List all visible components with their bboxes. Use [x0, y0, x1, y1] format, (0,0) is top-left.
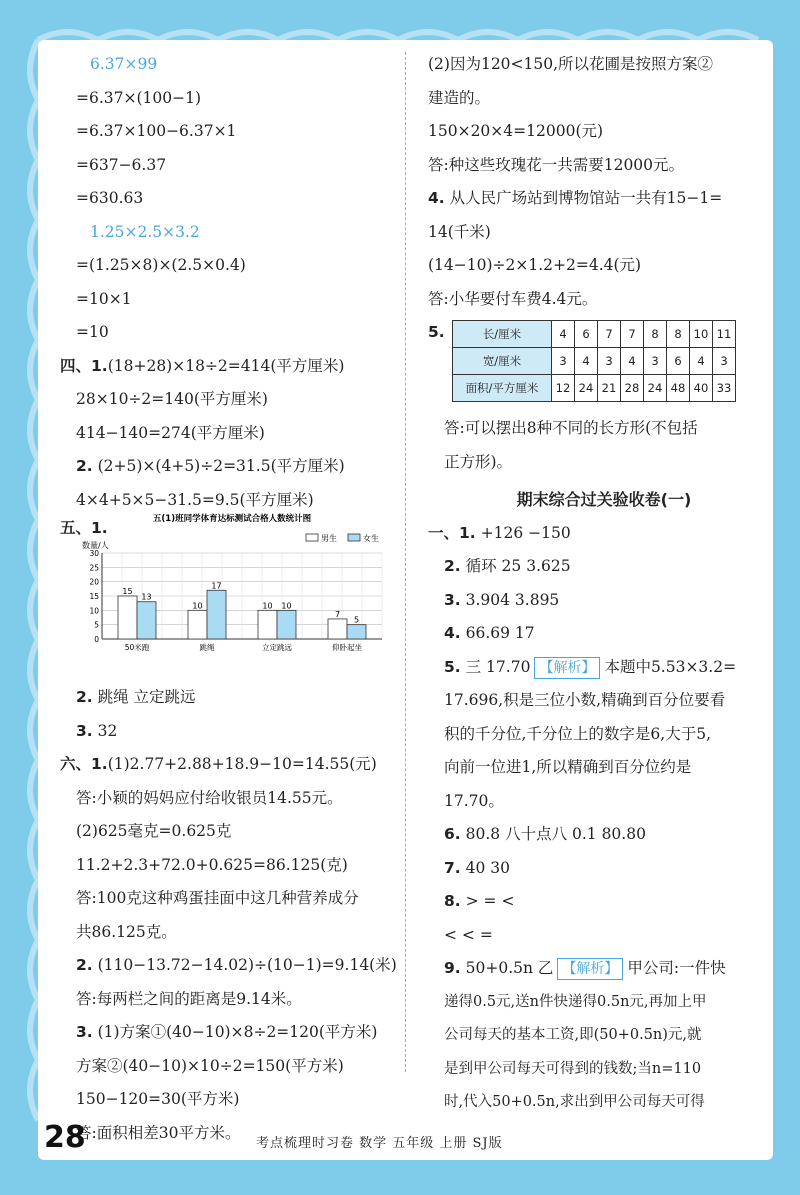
legend-swatch	[348, 534, 360, 541]
answer-text: 32	[97, 721, 118, 740]
question-number: 5.	[428, 323, 445, 341]
answer-line: 答:小华要付车费4.4元。	[428, 289, 598, 308]
answer-text: 40 30	[465, 858, 510, 877]
answer-line: 正方形)。	[444, 452, 513, 471]
answer-line: 4×4+5×5−31.5=9.5(平方厘米)	[76, 490, 314, 509]
table-cell: 3	[644, 348, 667, 375]
table-cell: 24	[644, 375, 667, 402]
answer-line	[60, 715, 420, 749]
question-number: 1.	[91, 356, 108, 375]
answer-line: 建造的。	[428, 88, 491, 107]
expr-line: =10×1	[76, 289, 132, 308]
answer-line: 答:可以摆出8种不同的长方形(不包括	[444, 419, 698, 437]
x-tick-label: 50米跑	[124, 643, 150, 652]
answer-line: 17.696,积是三位小数,精确到百分位要看	[444, 691, 726, 709]
table-header-cell: 面积/平方厘米	[453, 375, 552, 402]
legend-label: 男生	[321, 534, 337, 543]
answer-line	[428, 952, 780, 986]
expr-line: 6.37×99	[90, 55, 158, 73]
page-number: 28	[44, 1120, 86, 1155]
footer-text: 考点梳理时习卷 数学 五年级 上册 SJ版	[256, 1136, 503, 1151]
answer-text: (18+28)×18÷2=414(平方厘米)	[107, 356, 345, 375]
chart-ylabel: 数量/人	[82, 541, 109, 550]
answer-page	[38, 40, 773, 1160]
answer-line	[428, 852, 780, 886]
analysis-tag: 【 解析 】	[534, 657, 600, 679]
table-cell: 4	[621, 348, 644, 375]
answer-line: 向前一位进1,所以精确到百分位约是	[444, 758, 692, 776]
answer-text: (110−13.72−14.02)÷(10−1)=9.14(米)	[97, 956, 397, 974]
x-tick-label: 仰卧起坐	[332, 643, 362, 652]
section-label: 六、	[60, 755, 92, 773]
bar	[347, 625, 366, 639]
bar-value-label: 17	[211, 581, 222, 591]
question-number: 1.	[91, 755, 108, 773]
answer-text: 从人民广场站到博物馆站一共有15−1=	[449, 189, 723, 207]
section-label: 五、	[60, 519, 92, 537]
y-tick-label: 5	[94, 620, 99, 630]
answer-text: 3.904 3.895	[465, 590, 560, 609]
table-row	[453, 375, 736, 402]
answer-line: 时,代入50+0.5n,求出到甲公司每天可得	[444, 1094, 705, 1110]
legend-swatch	[306, 534, 318, 541]
x-tick-label: 跳绳	[199, 643, 215, 652]
question-number: 1.	[91, 519, 108, 537]
table-header-cell: 宽/厘米	[453, 348, 552, 375]
answer-line: 积的千分位,千分位上的数字是6,大于5,	[444, 724, 712, 743]
answer-line: 150−120=30(平方米)	[76, 1090, 240, 1108]
question-number: 2.	[76, 688, 93, 706]
question-number: 6.	[444, 825, 461, 843]
table-cell: 28	[621, 375, 644, 402]
question-number: 9.	[444, 959, 461, 977]
answer-text: (1)方案①(40−10)×8÷2=120(平方米)	[97, 1023, 378, 1041]
table-cell: 3	[713, 348, 736, 375]
answer-line: 答:每两栏之间的距离是9.14米。	[76, 989, 302, 1008]
answer-text: 80.8 八十点八 0.1 80.80	[465, 825, 646, 843]
answer-line	[60, 949, 420, 983]
answer-text: 甲公司:一件快	[627, 959, 726, 977]
y-tick-label: 25	[89, 563, 99, 573]
table-cell: 40	[690, 375, 713, 402]
table-cell: 7	[621, 321, 644, 348]
bar	[118, 596, 137, 639]
expr-line: =6.37×(100−1)	[76, 88, 202, 107]
answer-line: 是到甲公司每天可得到的钱数;当n=110	[444, 1060, 702, 1077]
bar-value-label: 10	[281, 601, 292, 611]
expr-line: =6.37×100−6.37×1	[76, 122, 237, 140]
answer-text: 跳绳 立定跳远	[97, 688, 196, 706]
chart-title: 五(1)班同学体育达标测试合格人数统计图	[152, 514, 312, 524]
question-number: 1.	[459, 523, 476, 542]
table-cell: 12	[552, 375, 575, 402]
y-tick-label: 0	[94, 635, 99, 644]
bar-value-label: 7	[334, 609, 341, 619]
answer-text: (1)2.77+2.88+18.9−10=14.55(元)	[107, 755, 377, 773]
answer-line: (2)625毫克=0.625克	[76, 822, 232, 840]
legend-label: 女生	[363, 534, 379, 543]
y-tick-label: 20	[89, 577, 99, 587]
table-cell: 48	[667, 375, 690, 402]
answer-line: 150×20×4=12000(元)	[428, 122, 604, 140]
table-cell: 8	[644, 321, 667, 348]
expr-line: =(1.25×8)×(2.5×0.4)	[76, 256, 246, 274]
bar-value-label: 10	[192, 601, 203, 611]
left-column	[38, 48, 420, 1150]
answer-line	[60, 681, 420, 715]
answer-line: 共86.125克。	[76, 922, 177, 941]
answer-line: (2)因为120<150,所以花圃是按照方案②	[428, 55, 714, 73]
exam-title: 期末综合过关验收卷(一)	[516, 490, 692, 509]
question-number: 3.	[76, 721, 93, 740]
answer-line	[60, 350, 420, 384]
bar	[188, 610, 207, 639]
answer-line: 答:种这些玫瑰花一共需要12000元。	[428, 155, 685, 174]
answer-line	[428, 584, 780, 618]
table-cell: 3	[598, 348, 621, 375]
table-cell: 11	[713, 321, 736, 348]
bar	[277, 610, 296, 639]
table-cell: 33	[713, 375, 736, 402]
answer-line: (14−10)÷2×1.2+2=4.4(元)	[428, 256, 642, 274]
answer-line: 公司每天的基本工资,即(50+0.5n)元,就	[444, 1027, 702, 1043]
section-label: 一、	[428, 523, 460, 542]
table-cell: 4	[575, 348, 598, 375]
answer-line: 方案②(40−10)×10÷2=150(平方米)	[76, 1056, 344, 1075]
answer-text: 三 17.70	[465, 657, 531, 676]
y-tick-label: 15	[89, 592, 99, 601]
table-row	[453, 348, 736, 375]
answer-line	[428, 651, 780, 685]
answer-line	[428, 182, 780, 216]
question-number: 7.	[444, 858, 461, 877]
question-number: 4.	[444, 624, 461, 642]
bar-chart-svg	[72, 511, 392, 653]
table-cell: 7	[598, 321, 621, 348]
y-tick-label: 30	[89, 549, 99, 558]
question-number: 4.	[428, 189, 445, 207]
bar-chart	[60, 514, 420, 681]
y-tick-label: 10	[89, 606, 99, 616]
answer-line: 414−140=274(平方厘米)	[76, 423, 265, 442]
rectangle-table-block	[428, 320, 780, 412]
question-number: 2.	[444, 557, 461, 575]
table-cell: 3	[552, 348, 575, 375]
expr-line: =630.63	[76, 189, 144, 207]
bar	[207, 590, 226, 639]
answer-line: 递得0.5元,送n件快递得0.5n元,再加上甲	[444, 993, 707, 1010]
answer-line: 28×10÷2=140(平方厘米)	[76, 390, 268, 408]
answer-text: > = <	[465, 892, 515, 910]
answer-line	[428, 617, 780, 651]
x-tick-label: 立定跳远	[262, 643, 292, 652]
answer-text: 50+0.5n 乙	[465, 959, 554, 977]
answer-line	[60, 450, 420, 484]
expr-line: =10	[76, 323, 109, 341]
answer-line: 14(千米)	[428, 222, 491, 241]
section-label: 四、	[60, 356, 92, 375]
bar-value-label: 15	[122, 587, 133, 596]
page-footer	[38, 1120, 773, 1160]
bar-value-label: 13	[141, 592, 152, 602]
answer-line: < < =	[444, 925, 493, 944]
rectangle-table	[452, 320, 736, 402]
answer-line: 答:小颖的妈妈应付给收银员14.55元。	[76, 788, 343, 807]
answer-text: 66.69 17	[465, 624, 535, 642]
table-cell: 6	[575, 321, 598, 348]
question-number: 8.	[444, 892, 461, 910]
answer-text: (2+5)×(4+5)÷2=31.5(平方厘米)	[97, 457, 345, 475]
answer-line	[428, 885, 780, 919]
table-header-cell: 长/厘米	[453, 321, 552, 348]
table-cell: 10	[690, 321, 713, 348]
question-number: 2.	[76, 457, 93, 475]
answer-line	[60, 1016, 420, 1050]
table-cell: 24	[575, 375, 598, 402]
question-number: 3.	[76, 1023, 93, 1041]
answer-line: 答:100克这种鸡蛋挂面中这几种营养成分	[76, 889, 359, 907]
table-row	[453, 321, 736, 348]
table-cell: 21	[598, 375, 621, 402]
bar	[137, 602, 156, 639]
expr-line: =637−6.37	[76, 155, 167, 174]
right-column	[416, 48, 780, 1120]
bar-value-label: 5	[353, 615, 360, 625]
expr-line: 1.25×2.5×3.2	[90, 222, 200, 241]
answer-line	[428, 818, 780, 852]
answer-line: 答:面积相差30平方米。	[76, 1123, 241, 1142]
table-cell: 6	[667, 348, 690, 375]
answer-line: 11.2+2.3+72.0+0.625=86.125(克)	[76, 855, 348, 874]
bar	[258, 610, 277, 639]
analysis-tag: 【 解析 】	[557, 958, 623, 980]
answer-text: 本题中5.53×3.2=	[604, 657, 737, 676]
answer-text: 循环 25 3.625	[465, 557, 571, 575]
answer-text: +126 −150	[480, 523, 571, 542]
answer-line	[428, 517, 780, 551]
bar	[328, 619, 347, 639]
answer-line: 17.70。	[444, 791, 504, 810]
question-number: 3.	[444, 590, 461, 609]
question-number: 5.	[444, 657, 461, 676]
table-cell: 4	[552, 321, 575, 348]
bar-value-label: 10	[262, 601, 273, 611]
question-number: 2.	[76, 956, 93, 974]
answer-line	[428, 550, 780, 584]
table-cell: 8	[667, 321, 690, 348]
table-cell: 4	[690, 348, 713, 375]
answer-line	[60, 748, 420, 782]
